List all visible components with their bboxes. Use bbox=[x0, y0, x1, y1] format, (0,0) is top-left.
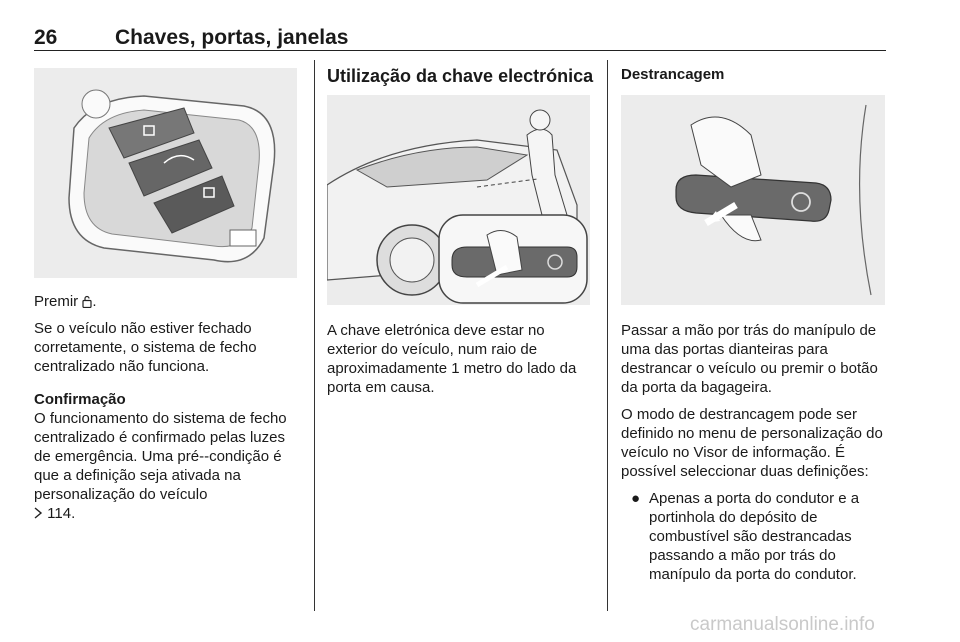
key-fob-illustration bbox=[34, 68, 297, 278]
page-number: 26 bbox=[34, 26, 58, 49]
car-handle-illustration bbox=[327, 95, 590, 305]
page-title: Chaves, portas, janelas bbox=[115, 26, 349, 49]
watermark: carmanualsonline.info bbox=[690, 614, 875, 635]
left-column bbox=[34, 292, 298, 523]
column-divider-1 bbox=[314, 60, 315, 611]
press-paragraph: Premir . bbox=[34, 293, 97, 310]
right-paragraph-1: Passar a mão por trás do manípulo de uma das portas dianteiras para destrancar o veículo ou premir o botão da porta da bagageira. bbox=[621, 322, 878, 396]
column-divider-2 bbox=[607, 60, 608, 611]
middle-column bbox=[327, 321, 597, 405]
right-heading: Destrancagem bbox=[621, 66, 725, 83]
right-column bbox=[621, 321, 889, 584]
bullet-item bbox=[621, 489, 889, 584]
door-handle-illustration bbox=[621, 95, 885, 305]
page-header bbox=[34, 22, 886, 51]
bullet-dot: ● bbox=[631, 490, 641, 507]
reference-arrow-icon bbox=[34, 507, 43, 519]
right-paragraph-2: O modo de destrancagem pode ser definido no menu de personalização do veículo no Visor de informação. É possível seleccionar duas definições: bbox=[621, 406, 883, 480]
middle-paragraph-1: A chave eletrónica deve estar no exterior do veículo, num raio de aproximadamente 1 metro do lado da porta em causa. bbox=[327, 322, 577, 396]
left-paragraph-1: Se o veículo não estiver fechado corretamente, o sistema de fecho centralizado não funciona. bbox=[34, 320, 257, 375]
padlock-open-icon bbox=[82, 295, 92, 308]
bullet-text: Apenas a porta do condutor e a portinhola do depósito de combustível são destrancadas passando a mão por trás do manípulo da porta do condutor. bbox=[649, 490, 860, 583]
confirm-paragraph: O funcionamento do sistema de fecho centralizado é confirmado pelas luzes de emergência. Uma pré--condição é que a definição seja ativada na personalização do veículo 114. bbox=[34, 410, 287, 522]
page-reference-link[interactable]: 114. bbox=[47, 505, 76, 522]
confirm-heading: Confirmação bbox=[34, 391, 126, 408]
middle-heading: Utilização da chave electrónica bbox=[327, 66, 594, 86]
